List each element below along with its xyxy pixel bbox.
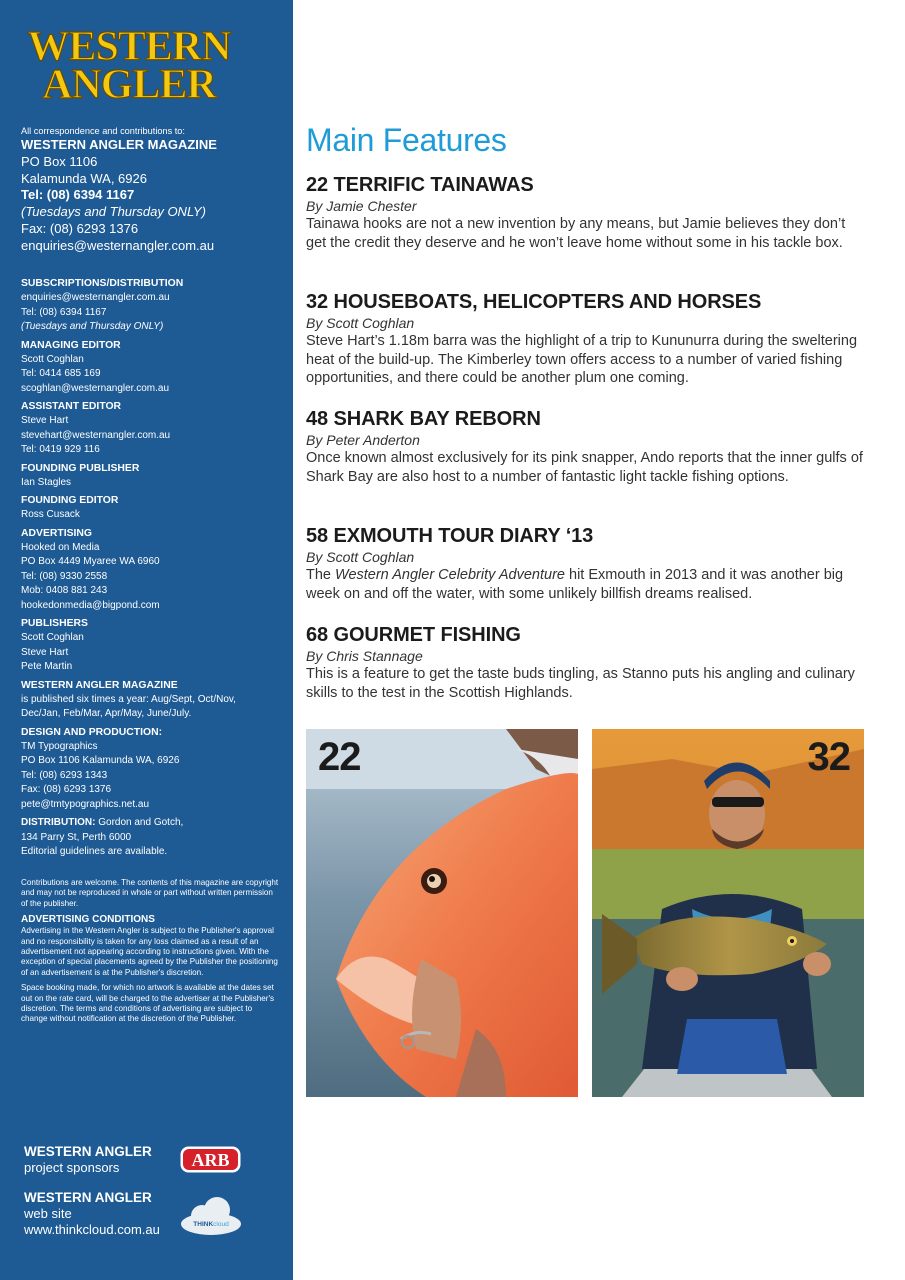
svg-text:THINKcloud	[193, 1221, 229, 1228]
space-booking-text: Space booking made, for which no artwork is available at the dates set out on the rate card, will be charged to the advertiser at the Publisher's discretion. The terms and conditions of advertising are subject to change without notification at the discretion of the Publisher.	[21, 983, 275, 1024]
contributions-note: Contributions are welcome. The contents of this magazine are copyright and may not be reproduced in whole or part without written permission of the publisher.	[21, 878, 279, 908]
distribution-value: Gordon and Gotch,	[95, 817, 184, 828]
section-line: Scott Coghlan	[21, 632, 84, 643]
correspondence-note: All correspondence and contributions to:	[21, 126, 185, 136]
web-sub: web site	[24, 1206, 72, 1221]
photo-number: 22	[318, 735, 361, 779]
section-line: is published six times a year: Aug/Sept, Oct/Nov,	[21, 693, 236, 705]
sponsor-block	[24, 1144, 194, 1176]
po-box: PO Box 1106	[21, 153, 98, 169]
thinkcloud-logo[interactable]	[180, 1194, 242, 1236]
section-line: Mob: 0408 881 243	[21, 585, 108, 596]
section-heading: ASSISTANT EDITOR	[21, 401, 122, 412]
feature-item[interactable]	[306, 173, 866, 252]
page-title: Main Features	[306, 122, 507, 158]
feature-title: 68 GOURMET FISHING	[306, 624, 521, 646]
logo-graphic	[24, 22, 234, 104]
feature-author: By Scott Coghlan	[306, 549, 415, 565]
cloud-text-a: THINK	[193, 1221, 214, 1228]
section-line: Hooked on Media	[21, 541, 100, 553]
section-line: Editorial guidelines are available.	[21, 846, 168, 857]
section-line: Steve Hart	[21, 415, 69, 426]
feature-item[interactable]	[306, 524, 866, 603]
section-line: Steve Hart	[21, 646, 69, 658]
photo-angler[interactable]	[592, 729, 864, 1097]
distribution-line	[21, 816, 283, 831]
web-title: WESTERN ANGLER	[24, 1190, 152, 1205]
feature-item[interactable]	[306, 290, 866, 388]
sponsor-sub: project sponsors	[24, 1160, 120, 1175]
suburb: Kalamunda WA, 6926	[21, 170, 147, 186]
desc-post: hit Exmouth in 2013 and it was another big week on and off the water, with some unlikely billfish dreams realised.	[306, 567, 844, 602]
fine-print	[21, 878, 279, 1030]
section-line: Tel: (08) 9330 2558	[21, 570, 108, 582]
section-line: (Tuesdays and Thursday ONLY)	[21, 321, 164, 332]
section-line: 134 Parry St, Perth 6000	[21, 831, 132, 843]
feature-description: This is a feature to get the taste buds tingling, as Stanno puts his angling and culinary skills to the test in the Scottish Highlands.	[306, 666, 855, 701]
section-heading: MANAGING EDITOR	[21, 339, 121, 351]
section-heading: WESTERN ANGLER MAGAZINE	[21, 679, 178, 691]
photo-snapper[interactable]	[306, 729, 578, 1097]
section-heading: FOUNDING EDITOR	[21, 495, 119, 506]
logo-line2: ANGLER	[42, 62, 216, 104]
main-phone[interactable]: Tel: (08) 6394 1167	[21, 187, 135, 203]
section-line: Pete Martin	[21, 661, 73, 672]
arb-logo[interactable]	[180, 1146, 241, 1173]
logo-line1: WESTERN	[27, 24, 231, 70]
section-line: Ross Cusack	[21, 509, 80, 520]
feature-author: By Jamie Chester	[306, 198, 417, 214]
section-line: TM Typographics	[21, 740, 98, 752]
section-line: Fax: (08) 6293 1376	[21, 784, 112, 795]
feature-description: Once known almost exclusively for its pink snapper, Ando reports that the inner gulfs of Shark Bay are also host to a number of fantastic light tackle fishing options.	[306, 450, 863, 485]
section-line: PO Box 1106 Kalamunda WA, 6926	[21, 755, 180, 766]
sponsor-title: WESTERN ANGLER	[24, 1144, 152, 1159]
section-heading: DESIGN AND PRODUCTION:	[21, 726, 163, 738]
feature-description: Tainawa hooks are not a new invention by any means, but Jamie believes they don’t get the credit they deserve and he won’t leave home without some in his tackle box.	[306, 216, 846, 251]
section-line: Tel: (08) 6293 1343	[21, 769, 108, 781]
arb-logo-graphic	[180, 1146, 241, 1173]
feature-author: By Chris Stannage	[306, 648, 423, 664]
section-line[interactable]: scoghlan@westernangler.com.au	[21, 382, 170, 394]
section-line: Tel: 0414 685 169	[21, 368, 101, 379]
website-block	[24, 1190, 194, 1238]
feature-title: 48 SHARK BAY REBORN	[306, 408, 541, 430]
advertising-conditions-text: Advertising in the Western Angler is subject to the Publisher's approval and no responsibility is taken for any loss claimed as a result of an advertisement not appearing according to instructions given. With the exception of special placements agreed by the Publisher the positioning of an advertisement is at the Publisher's discretion.	[21, 926, 278, 977]
desc-italic: Western Angler Celebrity Adventure	[335, 567, 565, 583]
snapper-image	[306, 729, 578, 1097]
arb-text: ARB	[191, 1150, 230, 1170]
distribution-label: DISTRIBUTION:	[21, 817, 96, 828]
photo-number: 32	[807, 735, 850, 779]
advertising-conditions-heading: ADVERTISING CONDITIONS	[21, 914, 155, 926]
feature-author: By Scott Coghlan	[306, 315, 415, 331]
desc-pre: The	[306, 567, 336, 583]
phone-hours: (Tuesdays and Thursday ONLY)	[21, 204, 206, 220]
sidebar	[0, 0, 293, 1280]
section-line: Tel: (08) 6394 1167	[21, 306, 107, 318]
correspondence-block	[21, 126, 281, 255]
section-line: Ian Stagles	[21, 476, 72, 488]
section-heading: PUBLISHERS	[21, 618, 88, 629]
web-url[interactable]: www.thinkcloud.com.au	[24, 1222, 160, 1237]
feature-title: 22 TERRIFIC TAINAWAS	[306, 174, 534, 196]
feature-title: 58 EXMOUTH TOUR DIARY ‘13	[306, 525, 594, 547]
angler-image	[592, 729, 864, 1097]
cloud-icon	[180, 1194, 242, 1236]
western-angler-logo[interactable]	[24, 22, 234, 104]
section-line: Dec/Jan, Feb/Mar, Apr/May, June/July.	[21, 708, 192, 719]
feature-title: 32 HOUSEBOATS, HELICOPTERS AND HORSES	[306, 291, 762, 313]
main-fax: Fax: (08) 6293 1376	[21, 220, 139, 236]
main-email[interactable]: enquiries@westernangler.com.au	[21, 237, 215, 253]
feature-item[interactable]	[306, 407, 866, 486]
section-line[interactable]: enquiries@westernangler.com.au	[21, 292, 170, 303]
section-line[interactable]: hookedonmedia@bigpond.com	[21, 599, 160, 611]
section-line: PO Box 4449 Myaree WA 6960	[21, 556, 160, 567]
staff-list	[21, 277, 283, 860]
section-line: Tel: 0419 929 116	[21, 444, 100, 455]
section-line[interactable]: stevehart@westernangler.com.au	[21, 429, 171, 441]
section-line: Scott Coghlan	[21, 353, 84, 365]
section-heading: FOUNDING PUBLISHER	[21, 462, 140, 474]
section-heading: SUBSCRIPTIONS/DISTRIBUTION	[21, 278, 184, 289]
feature-description: Steve Hart’s 1.18m barra was the highlight of a trip to Kununurra during the sweltering heat of the build-up. The Kimberley town offers access to a number of varied fishing opportunities, and there could be another plum one coming.	[306, 333, 858, 386]
feature-description	[306, 566, 866, 603]
section-heading: ADVERTISING	[21, 527, 93, 539]
feature-author: By Peter Anderton	[306, 432, 420, 448]
magazine-name: WESTERN ANGLER MAGAZINE	[21, 137, 217, 152]
section-line[interactable]: pete@tmtypographics.net.au	[21, 798, 150, 810]
cloud-text-b: cloud	[213, 1221, 229, 1228]
feature-item[interactable]	[306, 623, 866, 702]
